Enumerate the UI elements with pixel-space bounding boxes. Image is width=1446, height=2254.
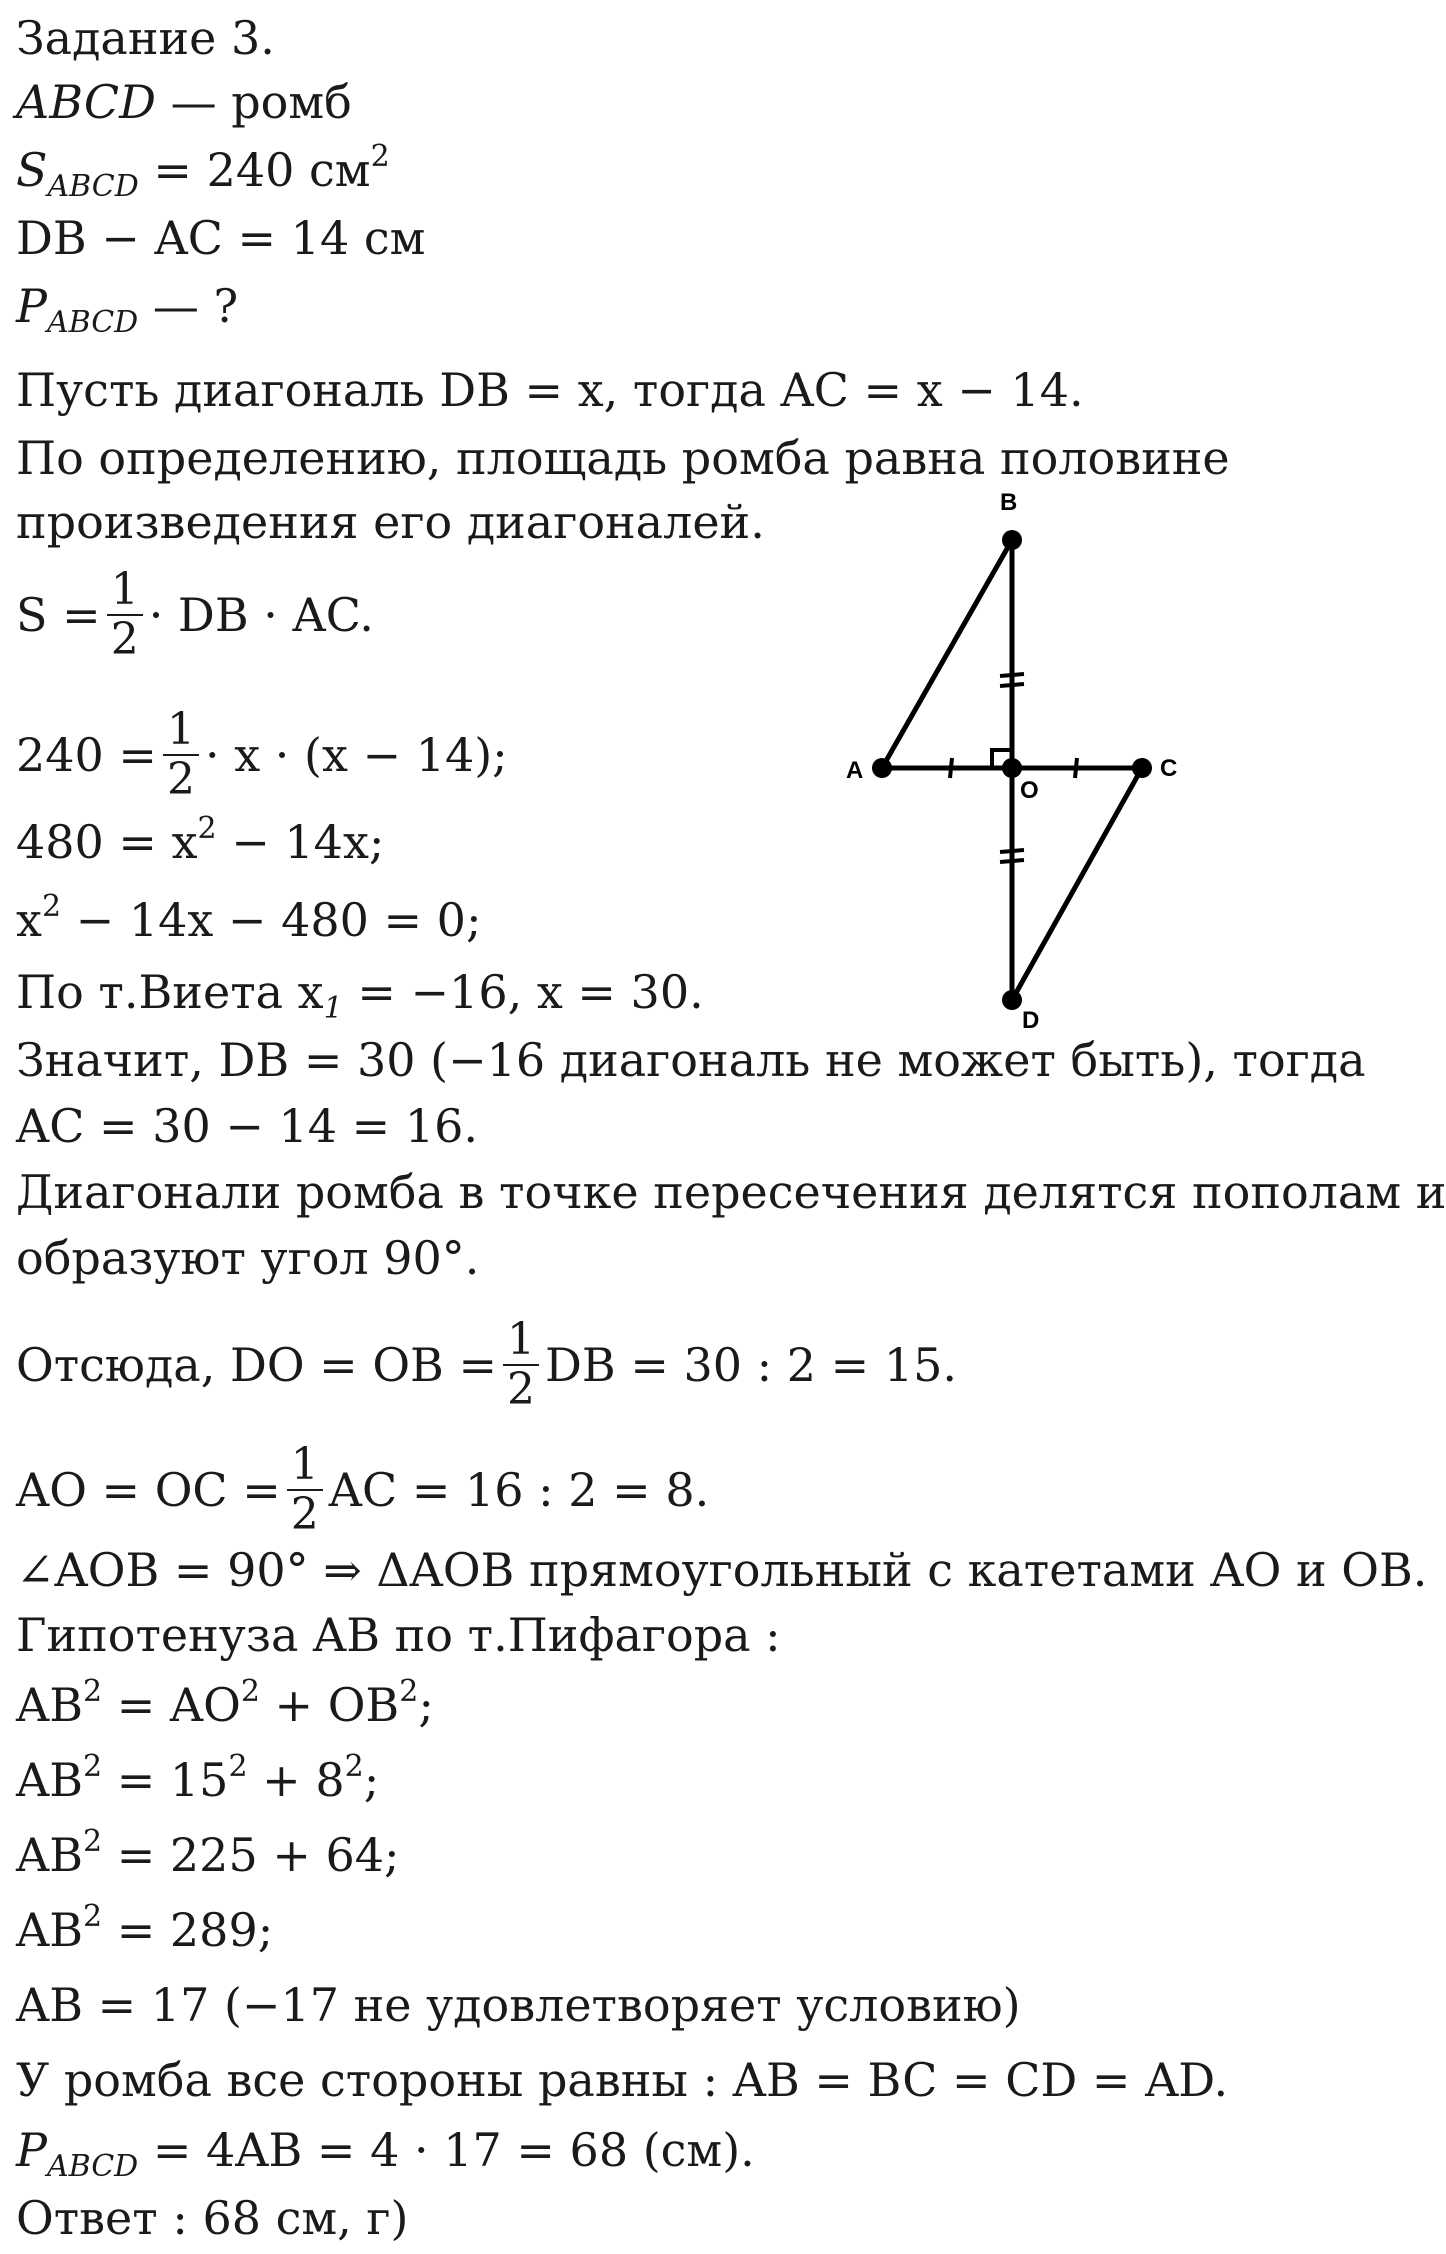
rhombus-figure	[830, 480, 1230, 1040]
ao-oc-line	[16, 1439, 710, 1543]
ao-oc-fraction	[287, 1441, 323, 1539]
pyth-2-pow-1: 2	[83, 1749, 103, 1784]
do-ob-rhs: DB = 30 : 2 = 15.	[545, 1338, 957, 1392]
ao-oc-frac-num: 1	[287, 1441, 323, 1491]
perimeter-line	[16, 2120, 755, 2184]
vieta-b: = −16, x = 30.	[342, 965, 704, 1019]
sol-line-7: образуют угол 90°.	[16, 1231, 480, 1285]
pyth-1-d: ;	[418, 1678, 434, 1732]
point-d	[1002, 990, 1022, 1010]
eq2	[16, 812, 384, 872]
given-area	[16, 139, 390, 204]
area-symbol: S	[16, 143, 48, 197]
pyth-1-c: + OB	[259, 1678, 400, 1732]
sol-line-9: Гипотенуза AB по т.Пифагора :	[16, 1608, 781, 1662]
tick-od-2	[1000, 860, 1024, 862]
sol-line-8: ∠AOB = 90° ⇒ ΔAOB прямоугольный с катетами AO и OB.	[16, 1543, 1428, 1597]
s-formula	[16, 564, 374, 668]
tick-ob-2	[1000, 684, 1024, 686]
area-sub: ABCD	[47, 169, 139, 204]
sol-line-3: произведения его диагоналей.	[16, 495, 765, 549]
pyth-3	[16, 1825, 400, 1885]
s-frac-den: 2	[110, 614, 139, 665]
pyth-2-b: = 15	[102, 1753, 229, 1807]
pyth-2-pow-2: 2	[228, 1749, 248, 1784]
pyth-2-a: AB	[16, 1753, 84, 1807]
vieta-sub: 1	[323, 991, 343, 1026]
ao-oc-rhs: AC = 16 : 2 = 8.	[328, 1463, 710, 1517]
rhombus-name: ABCD	[16, 75, 156, 129]
pyth-2	[16, 1750, 379, 1810]
perim-text: = 4AB = 4 · 17 = 68 (см).	[138, 2123, 755, 2177]
pyth-2-d: ;	[363, 1753, 380, 1807]
tick-ob-1	[1000, 674, 1024, 676]
label-c: C	[1160, 755, 1178, 782]
do-ob-lhs: Отсюда, DO = OB =	[16, 1338, 498, 1392]
eq3-a: x	[16, 893, 42, 947]
given-rhombus	[16, 72, 352, 132]
sol-line-6: Диагонали ромба в точке пересечения делятся пополам и	[16, 1165, 1446, 1219]
ao-oc-frac-den: 2	[290, 1489, 319, 1540]
eq1-lhs: 240 =	[16, 728, 157, 782]
pyth-1	[16, 1675, 434, 1735]
pyth-4-a: AB	[16, 1903, 84, 1957]
given-find	[16, 276, 239, 340]
eq1-fraction	[163, 706, 199, 804]
do-ob-frac-num: 1	[503, 1316, 539, 1366]
point-b	[1002, 530, 1022, 550]
rhombus-text: — ромб	[155, 75, 352, 129]
point-o	[1002, 758, 1022, 778]
pyth-3-pow: 2	[83, 1824, 103, 1859]
find-sub: ABCD	[46, 305, 139, 340]
find-symbol: P	[16, 279, 47, 333]
sol-line-5: AC = 30 − 14 = 16.	[16, 1099, 478, 1153]
area-power: 2	[370, 139, 390, 174]
tick-ao	[950, 758, 952, 778]
pyth-1-a: AB	[16, 1678, 84, 1732]
vieta-a: По т.Виета x	[16, 965, 324, 1019]
pyth-2-pow-3: 2	[344, 1749, 364, 1784]
point-a	[872, 758, 892, 778]
find-text: — ?	[138, 279, 239, 333]
perim-sub: ABCD	[46, 2149, 139, 2184]
pyth-1-pow-3: 2	[399, 1674, 419, 1709]
label-d: D	[1022, 1007, 1040, 1034]
eq1-frac-num: 1	[163, 706, 199, 756]
eq2-b: − 14x;	[216, 815, 385, 869]
pyth-4-pow: 2	[83, 1899, 103, 1934]
label-a: A	[846, 757, 864, 784]
label-b: B	[1000, 489, 1018, 516]
pyth-3-b: = 225 + 64;	[102, 1828, 400, 1882]
tick-od-1	[1000, 850, 1024, 852]
area-value: = 240 см	[138, 143, 371, 197]
pyth-4-b: = 289;	[102, 1903, 274, 1957]
eq2-a: 480 = x	[16, 815, 198, 869]
pyth-1-pow-2: 2	[240, 1674, 260, 1709]
s-fraction	[107, 566, 143, 664]
tick-oc	[1075, 758, 1077, 778]
label-o: O	[1020, 777, 1039, 804]
do-ob-frac-den: 2	[507, 1364, 536, 1415]
sol-line-11: У ромба все стороны равны : AB = BC = CD = AD.	[16, 2053, 1229, 2107]
pyth-2-c: + 8	[247, 1753, 345, 1807]
sol-line-4: Значит, DB = 30 (−16 диагональ не может быть), тогда	[16, 1033, 1366, 1087]
eq3	[16, 890, 481, 950]
sol-line-10: AB = 17 (−17 не удовлетворяет условию)	[16, 1978, 1021, 2032]
sol-line-2: По определению, площадь ромба равна половине	[16, 431, 1230, 485]
s-frac-num: 1	[107, 566, 143, 616]
s-formula-lhs: S =	[16, 588, 101, 642]
eq1	[16, 704, 508, 808]
s-formula-rhs: · DB · AC.	[148, 588, 374, 642]
perim-symbol: P	[16, 2123, 47, 2177]
eq1-rhs: · x · (x − 14);	[204, 728, 508, 782]
pyth-3-a: AB	[16, 1828, 84, 1882]
point-c	[1132, 758, 1152, 778]
eq3-power: 2	[41, 889, 62, 924]
task-title: Задание 3.	[16, 11, 275, 65]
pyth-4	[16, 1900, 273, 1960]
vieta-line	[16, 962, 704, 1026]
answer-line: Ответ : 68 см, г)	[16, 2191, 409, 2245]
pyth-1-b: = AO	[102, 1678, 241, 1732]
eq2-power: 2	[197, 811, 217, 846]
pyth-1-pow-1: 2	[83, 1674, 103, 1709]
sol-line-1: Пусть диагональ DB = x, тогда AC = x − 14.	[16, 363, 1084, 417]
eq3-b: − 14x − 480 = 0;	[61, 893, 482, 947]
ao-oc-lhs: AO = OC =	[16, 1463, 281, 1517]
given-diff: DB − AC = 14 см	[16, 211, 426, 265]
eq1-frac-den: 2	[166, 754, 195, 805]
do-ob-fraction	[503, 1316, 539, 1414]
do-ob-line	[16, 1314, 957, 1418]
